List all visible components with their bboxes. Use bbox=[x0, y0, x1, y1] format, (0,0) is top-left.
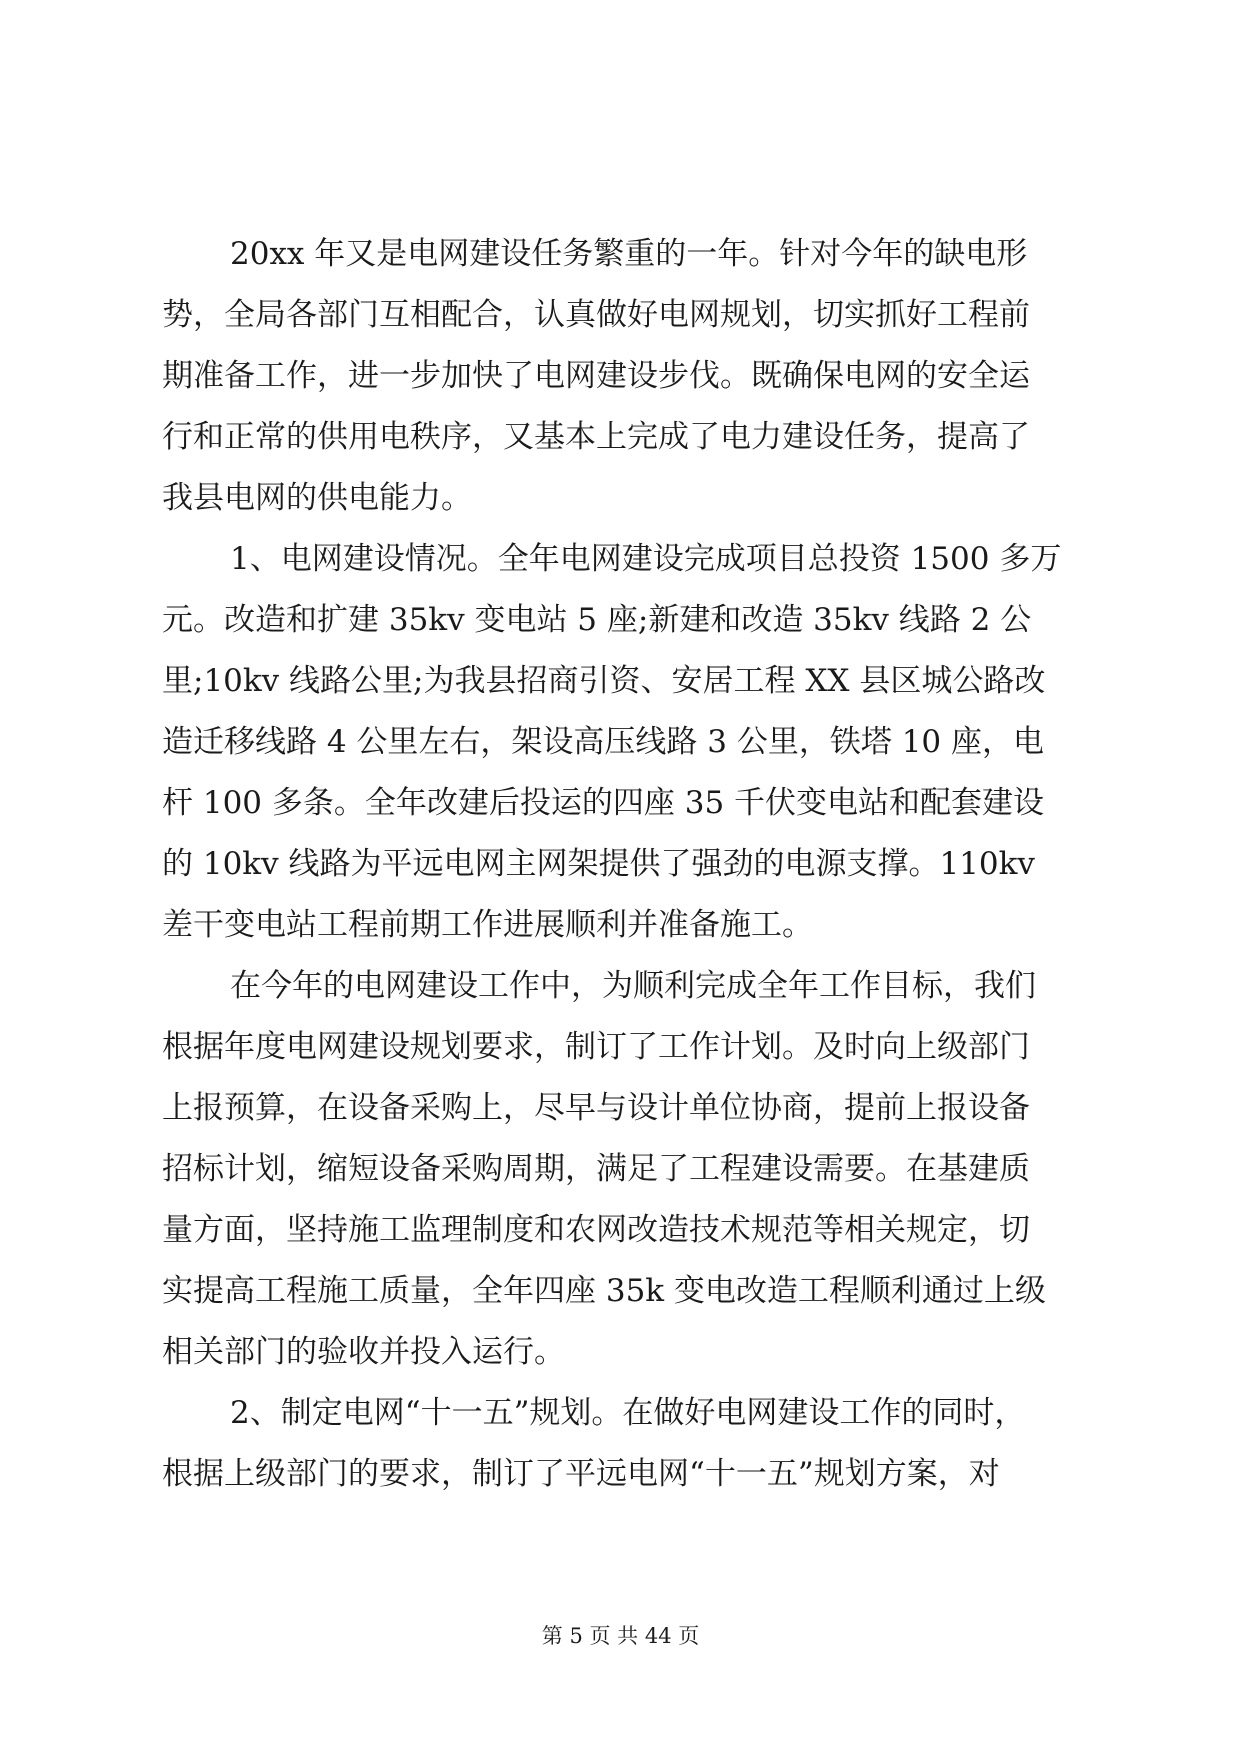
text-line: 20xx 年又是电网建设任务繁重的一年。针对今年的缺电形 bbox=[230, 236, 1028, 272]
text-line: 招标计划，缩短设备采购周期，满足了工程建设需要。在基建质 bbox=[162, 1151, 1030, 1187]
paragraph-2 bbox=[162, 529, 1082, 956]
text-line: 差干变电站工程前期工作进展顺利并准备施工。 bbox=[162, 907, 813, 943]
text-line: 根据上级部门的要求，制订了平远电网“十一五”规划方案，对 bbox=[162, 1456, 1000, 1492]
text-line: 期准备工作，进一步加快了电网建设步伐。既确保电网的安全运 bbox=[162, 358, 1030, 394]
text-line: 的 10kv 线路为平远电网主网架提供了强劲的电源支撑。110kv bbox=[162, 846, 1035, 882]
text-line: 势，全局各部门互相配合，认真做好电网规划，切实抓好工程前 bbox=[162, 297, 1030, 333]
text-line: 1、电网建设情况。全年电网建设完成项目总投资 1500 多万 bbox=[230, 541, 1062, 577]
text-line: 量方面，坚持施工监理制度和农网改造技术规范等相关规定，切 bbox=[162, 1212, 1030, 1248]
text-line: 杆 100 多条。全年改建后投运的四座 35 千伏变电站和配套建设 bbox=[162, 785, 1045, 821]
text-line: 元。改造和扩建 35kv 变电站 5 座;新建和改造 35kv 线路 2 公 bbox=[162, 602, 1032, 638]
page-number: 第 5 页 共 44 页 bbox=[541, 1624, 700, 1648]
document-body bbox=[162, 224, 1082, 1505]
text-line: 上报预算，在设备采购上，尽早与设计单位协商，提前上报设备 bbox=[162, 1090, 1030, 1126]
paragraph-1 bbox=[162, 224, 1082, 529]
text-line: 造迁移线路 4 公里左右，架设高压线路 3 公里，铁塔 10 座，电 bbox=[162, 724, 1045, 760]
text-line: 里;10kv 线路公里;为我县招商引资、安居工程 XX 县区城公路改 bbox=[162, 663, 1046, 699]
text-line: 我县电网的供电能力。 bbox=[162, 480, 472, 516]
text-line: 在今年的电网建设工作中，为顺利完成全年工作目标，我们 bbox=[230, 968, 1036, 1004]
text-line: 相关部门的验收并投入运行。 bbox=[162, 1334, 565, 1370]
text-line: 行和正常的供用电秩序，又基本上完成了电力建设任务，提高了 bbox=[162, 419, 1030, 455]
paragraph-3 bbox=[162, 956, 1082, 1383]
page-footer bbox=[0, 1622, 1241, 1650]
text-line: 根据年度电网建设规划要求，制订了工作计划。及时向上级部门 bbox=[162, 1029, 1030, 1065]
text-line: 2、制定电网“十一五”规划。在做好电网建设工作的同时， bbox=[230, 1395, 1026, 1431]
text-line: 实提高工程施工质量，全年四座 35k 变电改造工程顺利通过上级 bbox=[162, 1273, 1046, 1309]
paragraph-4 bbox=[162, 1383, 1082, 1505]
